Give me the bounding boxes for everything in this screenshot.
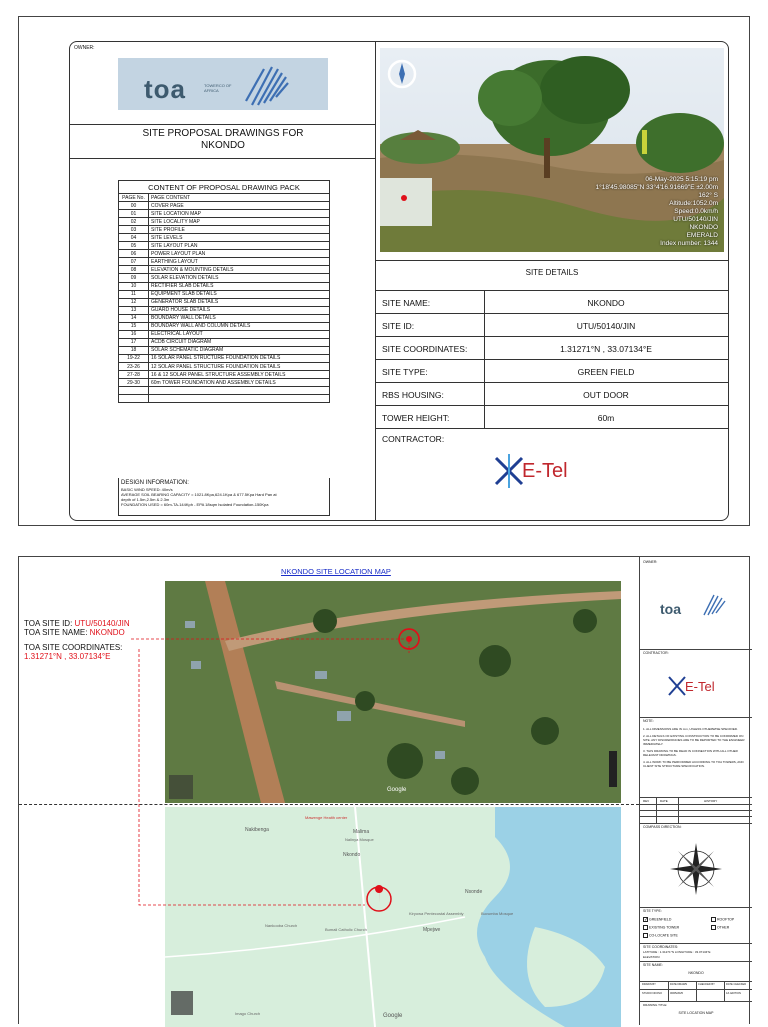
site-type-label: SITE TYPE: [643, 909, 662, 913]
map-label: Mpejwe [423, 927, 441, 933]
page-content: SOLAR SCHEMATIC DIAGRAM [149, 346, 330, 354]
site-id-label: TOA SITE ID: [24, 619, 75, 628]
site-details-row [376, 359, 728, 382]
map-label: Buvumba Mosque [481, 911, 514, 916]
footer-cell: DATE DRAWN [670, 983, 688, 986]
toa-logo-word: toa [144, 74, 186, 104]
content-table-row [119, 314, 330, 322]
checkbox-other[interactable] [711, 925, 729, 930]
site-detail-label: TOWER HEIGHT: [382, 413, 450, 423]
design-line: FOUNDATION USED = 60m-TA-144Kph - EPA 18sqm Isolated Foundation-150Kpa [121, 502, 269, 507]
checkbox-co-locate[interactable] [643, 933, 678, 938]
page-content: GUARD HOUSE DETAILS [149, 306, 330, 314]
checkbox-icon[interactable]: ✓ [644, 917, 649, 923]
site-detail-label: SITE ID: [382, 321, 415, 331]
page-number: 10 [119, 282, 149, 290]
page-number: 07 [119, 258, 149, 266]
photo-info [596, 176, 718, 248]
col-page-no: PAGE No. [119, 194, 149, 202]
site-detail-label: SITE TYPE: [382, 367, 428, 377]
page-number [119, 395, 149, 403]
col-page-content: PAGE CONTENT [149, 194, 330, 202]
content-table-row [119, 210, 330, 218]
content-table-row [119, 202, 330, 210]
page-number: 06 [119, 250, 149, 258]
page-number: 08 [119, 266, 149, 274]
google-watermark: Google [387, 787, 407, 793]
page-content: GENERATOR SLAB DETAILS [149, 298, 330, 306]
map-label: Bumali Catholic Church [325, 927, 367, 932]
elevation-label: ELEVATION: [643, 955, 661, 959]
site-detail-label: SITE NAME: [382, 298, 431, 308]
owner-label: OWNER: [74, 45, 95, 51]
page-content: ACDB CIRCUIT DIAGRAM [149, 338, 330, 346]
page-number: 04 [119, 234, 149, 242]
design-info [118, 478, 330, 516]
toa-logo-word: toa [660, 601, 681, 617]
content-table-row [119, 298, 330, 306]
content-table-row [119, 266, 330, 274]
page-content: COVER PAGE [149, 202, 330, 210]
site-detail-value: 1.31271°N , 33.07134°E [560, 344, 652, 354]
footer-cell: DRAWN BY [642, 983, 656, 986]
coords-label: TOA SITE COORDINATES: [24, 643, 123, 652]
minimap [380, 178, 432, 226]
footer-cell: 06/05/2025 [670, 992, 683, 995]
content-table-row [119, 258, 330, 266]
divider [640, 961, 752, 962]
site-details-row [376, 405, 728, 428]
page-content: SITE LAYOUT PLAN [149, 242, 330, 250]
etel-logo-word: E-Tel [685, 679, 715, 694]
cover-right-column [376, 42, 728, 520]
page-content: 60m TOWER FOUNDATION AND ASSEMBLY DETAILS [149, 379, 330, 387]
content-table-row [119, 346, 330, 354]
drawing-title-label: DRAWING TITLE: [643, 1003, 668, 1007]
site-detail-value: 60m [597, 413, 615, 423]
page-number: 09 [119, 274, 149, 282]
photo-info-line: 1°18'45.98085"N 33°4'16.91669"E ±2.00m [595, 184, 718, 191]
content-table-row [119, 242, 330, 250]
page-content: SITE LOCATION MAP [149, 210, 330, 218]
divider [376, 260, 728, 261]
site-details-row [376, 313, 728, 336]
site-detail-label: RBS HOUSING: [382, 390, 444, 400]
cover-left-column [70, 42, 376, 520]
photo-info-line: Speed:0.0km/h [674, 208, 718, 215]
page-content: SITE PROFILE [149, 226, 330, 234]
note-line: 2. ALL DETAILS OF EXISTING CONSTRUCTION TO BE CONFIRMED ON SITE. ANY DISCREPANCIES ARE TO BE REPORTED TO THE ENGINEER IMMEDIATELY. [643, 734, 745, 746]
page-content: EARTHING LAYOUT [149, 258, 330, 266]
checkbox-label: GREENFIELD [648, 917, 672, 922]
divider [70, 158, 376, 159]
page-number [119, 387, 149, 395]
page-content: SITE LEVELS [149, 234, 330, 242]
page-number: 03 [119, 226, 149, 234]
footer-cell: STUDIO NKONO [642, 992, 663, 995]
photo-info-line: UTU/50140/JIN [673, 216, 718, 223]
page-number: 12 [119, 298, 149, 306]
footer-cell: DATE CHECKED [726, 983, 747, 986]
site-id-value: UTU/50140/JIN [74, 619, 130, 628]
site-detail-value: GREEN FIELD [577, 367, 635, 377]
photo-info-line: EMERALD [686, 232, 718, 239]
site-details-row [376, 336, 728, 359]
site-detail-label: SITE COORDINATES: [382, 344, 468, 354]
checkbox-label: CO-LOCATE SITE [648, 933, 678, 938]
photo-info-line: 162° S [698, 192, 718, 199]
page-number: 18 [119, 346, 149, 354]
page-number: 27-28 [119, 371, 149, 379]
content-table-row [119, 354, 330, 362]
checkbox-label: ROOFTOP [716, 917, 735, 922]
content-table-row [119, 234, 330, 242]
etel-logo [494, 452, 604, 492]
page-content [149, 395, 330, 403]
toa-stripes-icon [238, 63, 290, 107]
coords-value: 1.31271°N , 33.07134°E [24, 652, 111, 661]
page-content: BOUNDARY WALL AND COLUMN DETAILS [149, 322, 330, 330]
page-content: POWER LAYOUT PLAN [149, 250, 330, 258]
rev-header: DATE [660, 799, 668, 803]
page-content: ELEVATION & MOUNTING DETAILS [149, 266, 330, 274]
coords-small: LATITUDE : 1.31271°N LONGITUDE : 33.07134°E [643, 950, 711, 954]
contractor-label: CONTRACTOR: [382, 434, 445, 444]
page-content [149, 387, 330, 395]
google-watermark: Google [383, 1013, 403, 1019]
site-details-row [376, 290, 728, 313]
note-line: 3. THIS DRAWING TO BE READ IN CONNECTION WITH ALL OTHER RELEVANT DRAWINGS. [643, 749, 738, 757]
content-table-row [119, 330, 330, 338]
checkbox-label: OTHER [716, 925, 730, 930]
page-content: SITE LOCALITY MAP [149, 218, 330, 226]
revision-table [640, 797, 752, 823]
divider [376, 428, 728, 429]
photo-info-line: Altitude:1052.0m [669, 200, 718, 207]
site-name-small-label: SITE NAME: [643, 963, 663, 967]
design-line: BASIC WIND SPEED: 40m/s [121, 487, 173, 492]
footer-grid [640, 981, 752, 1001]
note-line: 4. ALL WORK TO BE PERFORMED ACCORDING TO TOA TOWERS, AND CLIENT SITE STRUCTURE SPECIFICATION. [643, 760, 744, 768]
toa-logo-small [660, 591, 730, 621]
page-number: 01 [119, 210, 149, 218]
compass-rose-icon [666, 839, 726, 899]
site-name-small: NKONDO [688, 971, 704, 975]
divider [640, 907, 752, 908]
etel-logo-small [668, 675, 738, 701]
rev-header: HISTORY [704, 799, 718, 803]
content-table-row [119, 306, 330, 314]
map-label: Nakibenga [245, 827, 269, 833]
content-table-row [119, 379, 330, 387]
map-label: Nankooba Church [265, 923, 298, 928]
content-table-row [119, 250, 330, 258]
page-number: 15 [119, 322, 149, 330]
map-label: Nkondo [343, 852, 361, 858]
content-table-row [119, 387, 330, 395]
checkbox-icon[interactable] [711, 925, 716, 930]
page-content: EQUIPMENT SLAB DETAILS [149, 290, 330, 298]
page-number: 23-26 [119, 362, 149, 370]
photo-info-line: Index number: 1344 [660, 240, 718, 247]
content-table-row [119, 218, 330, 226]
content-table-row [119, 362, 330, 370]
site-detail-value: NKONDO [587, 298, 625, 308]
site-type-options [643, 915, 751, 941]
etel-star-icon [494, 454, 524, 488]
photo-info-line: NKONDO [689, 224, 718, 231]
divider [70, 124, 376, 125]
content-table [118, 180, 330, 403]
checkbox-greenfield[interactable] [643, 917, 671, 922]
divider [640, 943, 752, 944]
design-line: AVERAGE SOIL BEARING CAPACITY = 1021.8Kpa,624.1Kpa & 677.5Kpa Hard Pan at [121, 492, 277, 497]
site-details-row [376, 382, 728, 405]
page-number: 13 [119, 306, 149, 314]
site-detail-value: UTU/50140/JIN [576, 321, 636, 331]
page-number: 11 [119, 290, 149, 298]
site-name-label: TOA SITE NAME: [24, 628, 90, 637]
design-line: depth of 1.5m,2.5m & 2.3m [121, 497, 170, 502]
etel-star-icon [668, 675, 686, 697]
footer-cell: 1/1 EDITION [726, 992, 741, 995]
compass-label: COMPASS DIRECTION: [643, 825, 682, 829]
footer-cell: CHECKED BY [698, 983, 715, 986]
checkbox-existing-tower[interactable] [643, 925, 679, 930]
map-label: Kiryowa Pentecostal Assembly [409, 911, 464, 916]
checkbox-icon[interactable] [643, 925, 648, 930]
site-details-title: SITE DETAILS [525, 268, 579, 277]
page-number: 14 [119, 314, 149, 322]
location-map-sheet [18, 556, 750, 1024]
divider [640, 717, 752, 718]
map-label: Nsonde [465, 889, 483, 895]
site-detail-value: OUT DOOR [583, 390, 629, 400]
map-label: Nalinya Mosque [345, 837, 374, 842]
title-block [639, 557, 751, 1025]
page-content: 16 & 12 SOLAR PANEL STRUCTURE ASSEMBLY DETAILS [149, 371, 330, 379]
leader-lines [19, 557, 639, 1025]
page-content: SOLAR ELEVATION DETAILS [149, 274, 330, 282]
page-content: 16 SOLAR PANEL STRUCTURE FOUNDATION DETAILS [149, 354, 330, 362]
page-content: 12 SOLAR PANEL STRUCTURE FOUNDATION DETAILS [149, 362, 330, 370]
divider [640, 649, 752, 650]
checkbox-icon[interactable] [643, 933, 648, 938]
content-table-row [119, 226, 330, 234]
divider [640, 823, 752, 824]
content-table-row [119, 274, 330, 282]
toa-logo-subtitle: TOWERCO OF AFRICA [204, 83, 232, 93]
drawing-title: SITE LOCATION MAP [678, 1011, 714, 1015]
page-number: 29-30 [119, 379, 149, 387]
map-label: Mawenge Health center [305, 815, 348, 820]
design-info-title: DESIGN INFORMATION: [121, 480, 189, 486]
content-table-row [119, 338, 330, 346]
page-content: ELECTRICAL LAYOUT [149, 330, 330, 338]
contractor-label: CONTRACTOR: [643, 651, 669, 655]
proposal-title-line1: SITE PROPOSAL DRAWINGS FOR [142, 128, 304, 139]
site-name-value: NKONDO [89, 628, 125, 637]
content-table-row [119, 395, 330, 403]
photo-info-line: 06-May-2025 5:15:19 pm [645, 176, 718, 183]
etel-logo-word: E-Tel [522, 460, 568, 482]
page-number: 05 [119, 242, 149, 250]
checkbox-label: EXISTING TOWER [648, 925, 680, 930]
checkbox-rooftop[interactable] [711, 917, 734, 922]
proposal-title-line2: NKONDO [201, 140, 245, 151]
page-content: RECTIFIER SLAB DETAILS [149, 282, 330, 290]
content-table-title: CONTENT OF PROPOSAL DRAWING PACK [119, 181, 330, 194]
site-photo [380, 48, 724, 252]
notes [643, 727, 747, 768]
rev-header: REV [643, 799, 650, 803]
map-title: NKONDO SITE LOCATION MAP [281, 567, 391, 576]
content-table-row [119, 282, 330, 290]
cover-frame [69, 41, 729, 521]
content-table-row [119, 322, 330, 330]
page-number: 19-22 [119, 354, 149, 362]
toa-stripes-icon [700, 593, 726, 617]
cover-sheet [18, 16, 750, 526]
note-line: 1. ALL DIMENSIONS ARE IN mm, UNLESS OTHERWISE SPECIFIED. [643, 727, 738, 731]
checkbox-icon[interactable] [711, 917, 716, 922]
content-table-row [119, 290, 330, 298]
toa-logo [118, 58, 328, 110]
map-label: Malima [353, 829, 370, 835]
map-label: Imago Church [235, 1011, 261, 1016]
divider [640, 1001, 752, 1002]
owner-label: OWNER: [643, 560, 658, 564]
page-number: 02 [119, 218, 149, 226]
page-content: BOUNDARY WALL DETAILS [149, 314, 330, 322]
content-table-row [119, 371, 330, 379]
page-number: 17 [119, 338, 149, 346]
notes-title: NOTE: [643, 719, 654, 723]
page-number: 16 [119, 330, 149, 338]
page-number: 00 [119, 202, 149, 210]
coords-small-label: SITE COORDINATES: [643, 945, 679, 949]
